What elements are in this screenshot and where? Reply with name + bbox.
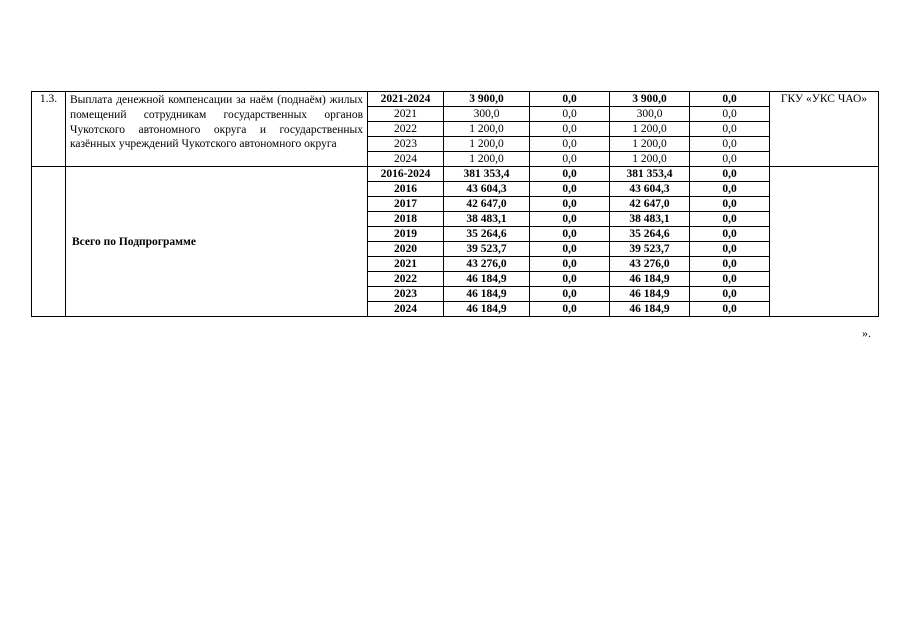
total-cell: 46 184,9: [444, 272, 530, 287]
other-cell: 0,0: [690, 242, 770, 257]
year-cell: 2024: [368, 302, 444, 317]
federal-cell: 0,0: [530, 137, 610, 152]
regional-cell: 381 353,4: [610, 167, 690, 182]
regional-cell: 300,0: [610, 107, 690, 122]
regional-cell: 42 647,0: [610, 197, 690, 212]
other-cell: 0,0: [690, 287, 770, 302]
federal-cell: 0,0: [530, 272, 610, 287]
year-cell: 2022: [368, 272, 444, 287]
federal-cell: 0,0: [530, 197, 610, 212]
closing-quote-mark: ».: [862, 326, 871, 340]
empty-executor-cell: [770, 167, 879, 317]
item-description: Выплата денежной компенсации за наём (поднаём) жилых помещений сотрудникам государственных органов Чукотского автономного округа и государственных казённых учреждений Чукотского автономного округа: [66, 92, 368, 167]
federal-cell: 0,0: [530, 287, 610, 302]
total-cell: 42 647,0: [444, 197, 530, 212]
federal-cell: 0,0: [530, 302, 610, 317]
table-row: [32, 92, 879, 107]
federal-cell: 0,0: [530, 242, 610, 257]
total-cell: 46 184,9: [444, 287, 530, 302]
budget-table: [31, 91, 879, 317]
regional-cell: 35 264,6: [610, 227, 690, 242]
regional-cell: 46 184,9: [610, 272, 690, 287]
regional-cell: 3 900,0: [610, 92, 690, 107]
year-cell: 2021: [368, 107, 444, 122]
other-cell: 0,0: [690, 167, 770, 182]
empty-number-cell: [32, 167, 66, 317]
regional-cell: 1 200,0: [610, 152, 690, 167]
other-cell: 0,0: [690, 182, 770, 197]
federal-cell: 0,0: [530, 92, 610, 107]
federal-cell: 0,0: [530, 167, 610, 182]
federal-cell: 0,0: [530, 182, 610, 197]
federal-cell: 0,0: [530, 227, 610, 242]
total-cell: 1 200,0: [444, 152, 530, 167]
executor-cell: ГКУ «УКС ЧАО»: [770, 92, 879, 167]
year-cell: 2021: [368, 257, 444, 272]
total-cell: 35 264,6: [444, 227, 530, 242]
item-number: 1.3.: [32, 92, 66, 167]
year-cell: 2022: [368, 122, 444, 137]
other-cell: 0,0: [690, 197, 770, 212]
federal-cell: 0,0: [530, 152, 610, 167]
other-cell: 0,0: [690, 257, 770, 272]
total-cell: 300,0: [444, 107, 530, 122]
other-cell: 0,0: [690, 137, 770, 152]
regional-cell: 46 184,9: [610, 302, 690, 317]
other-cell: 0,0: [690, 92, 770, 107]
total-cell: 1 200,0: [444, 122, 530, 137]
other-cell: 0,0: [690, 122, 770, 137]
regional-cell: 1 200,0: [610, 122, 690, 137]
total-cell: 1 200,0: [444, 137, 530, 152]
year-cell: 2019: [368, 227, 444, 242]
federal-cell: 0,0: [530, 107, 610, 122]
federal-cell: 0,0: [530, 257, 610, 272]
other-cell: 0,0: [690, 107, 770, 122]
total-cell: 46 184,9: [444, 302, 530, 317]
regional-cell: 1 200,0: [610, 137, 690, 152]
year-cell: 2017: [368, 197, 444, 212]
year-cell: 2016: [368, 182, 444, 197]
year-cell: 2020: [368, 242, 444, 257]
table-row: [32, 167, 879, 182]
year-cell: 2023: [368, 287, 444, 302]
total-cell: 39 523,7: [444, 242, 530, 257]
year-cell: 2024: [368, 152, 444, 167]
subprogram-total-label: Всего по Подпрограмме: [66, 167, 368, 317]
regional-cell: 43 276,0: [610, 257, 690, 272]
year-cell: 2021-2024: [368, 92, 444, 107]
other-cell: 0,0: [690, 302, 770, 317]
total-cell: 43 276,0: [444, 257, 530, 272]
regional-cell: 43 604,3: [610, 182, 690, 197]
federal-cell: 0,0: [530, 212, 610, 227]
other-cell: 0,0: [690, 272, 770, 287]
federal-cell: 0,0: [530, 122, 610, 137]
total-cell: 3 900,0: [444, 92, 530, 107]
total-cell: 43 604,3: [444, 182, 530, 197]
regional-cell: 38 483,1: [610, 212, 690, 227]
total-cell: 38 483,1: [444, 212, 530, 227]
other-cell: 0,0: [690, 152, 770, 167]
other-cell: 0,0: [690, 212, 770, 227]
total-cell: 381 353,4: [444, 167, 530, 182]
year-cell: 2018: [368, 212, 444, 227]
regional-cell: 39 523,7: [610, 242, 690, 257]
year-cell: 2016-2024: [368, 167, 444, 182]
other-cell: 0,0: [690, 227, 770, 242]
year-cell: 2023: [368, 137, 444, 152]
regional-cell: 46 184,9: [610, 287, 690, 302]
